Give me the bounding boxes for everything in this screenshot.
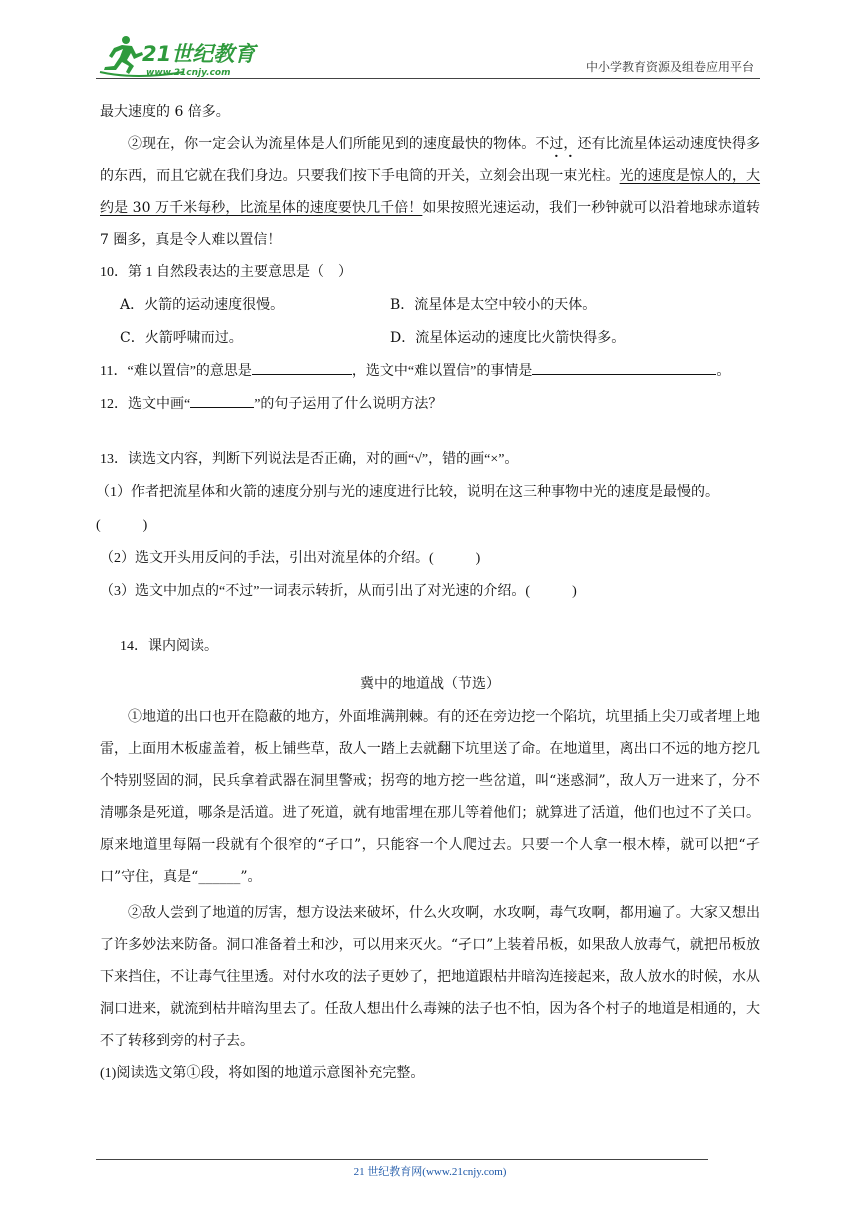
- q10-option-d[interactable]: D．流星体运动的速度比火箭快得多。: [390, 330, 626, 346]
- q10-option-a[interactable]: A．火箭的运动速度很慢。: [120, 297, 285, 313]
- q14-para2: ②敌人尝到了地道的厉害，想方设法来破坏，什么火攻啊，水攻啊，毒气攻啊，都用遍了。大家又想出了许多妙法来防备。洞口准备着土和沙，可以用来灭火。“孑口”上装着吊板，如果敌人放毒气，就把吊板放下来挡住，不让毒气往里透。对付水攻的法子更妙了，把地道跟枯井暗沟连接起来，敌人放水的时候，水从洞口进来，就流到枯井暗沟里去了。任敌人想出什么毒辣的法子也不怕，因为各个村子的地道是相通的，大不了转移到旁的村子去。: [100, 905, 760, 1049]
- spacer: [100, 608, 760, 630]
- q13-statement-2[interactable]: （2）选文开头用反问的手法，引出对流星体的介绍。( ): [100, 551, 481, 566]
- question-14: 14．课内阅读。: [120, 639, 218, 654]
- q11-blank-event[interactable]: [532, 360, 716, 375]
- question-11: [100, 355, 760, 388]
- q11-blank-meaning[interactable]: [252, 360, 352, 375]
- q10-option-b[interactable]: B．流星体是太空中较小的天体。: [390, 297, 597, 313]
- document-body: [96, 96, 761, 1090]
- q13-statement-1-answer[interactable]: ( ): [96, 518, 148, 533]
- logo-21cnjy: [96, 34, 266, 78]
- q14-para1: ①地道的出口也开在隐蔽的地方，外面堆满荆棘。有的还在旁边挖一个陷坑，坑里插上尖刀或者埋上地雷，上面用木板虚盖着，板上铺些草，敌人一踏上去就翻下坑里送了命。在地道里，离出口不远的地方挖几个特别竖固的洞，民兵拿着武器在洞里警戒；拐弯的地方挖一些岔道，叫“迷惑洞”，敌人万一进来了，分不清哪条是死道，哪条是活道。进了死道，就有地雷埋在那儿等着他们；就算进了活道，他们也过不了关口。原来地道里每隔一段就有个很窄的“孑口”，只能容一个人爬过去。只要一个人拿一根木棒，就可以把“孑口”守住，真是“______”。: [100, 709, 760, 885]
- q12-underline-mark: [190, 393, 254, 408]
- passage-line0: 最大速度的 6 倍多。: [100, 104, 230, 120]
- question-13: 13．读选文内容，判断下列说法是否正确，对的画“√”，错的画“×”。: [100, 452, 519, 467]
- footer[interactable]: 21 世纪教育网(www.21cnjy.com): [353, 1166, 507, 1178]
- q12-text-a: 12．选文中画“: [100, 397, 191, 412]
- q13-statement-3[interactable]: （3）选文中加点的“不过”一词表示转折，从而引出了对光速的介绍。( ): [100, 584, 577, 599]
- passage-title: 冀中的地道战（节选）: [360, 676, 500, 692]
- q11-text-c: 。: [716, 364, 731, 379]
- q13-statement-1: （1）作者把流星体和火箭的速度分别与光的速度进行比较，说明在这三种事物中光的速度是最慢的。: [96, 485, 719, 500]
- q11-text-a: 11．“难以置信”的意思是: [100, 364, 252, 379]
- page-header: [96, 30, 760, 80]
- footer-divider: [96, 1159, 708, 1160]
- question-12: [100, 388, 760, 421]
- runner-icon: [104, 36, 143, 74]
- dotted-char-guo: 过: [549, 136, 564, 152]
- platform-name: 中小学教育资源及组卷应用平台: [585, 60, 754, 74]
- passage-para2: [100, 128, 760, 256]
- header-divider: [96, 78, 760, 79]
- dotted-char-bu: 不: [535, 136, 550, 152]
- para2-text-c: 如果按照光速运动，我们一秒钟就可以沿着地球赤道转 7 圈多，真是令人难以置信！: [100, 200, 760, 248]
- q10-options: [100, 289, 760, 355]
- question-10: 10．第 1 自然段表达的主要意思是（ ）: [100, 265, 352, 280]
- logo-text: 21世纪教育: [142, 42, 256, 66]
- spacer: [100, 421, 760, 443]
- underlined-sentence: 光的速度是惊人的，大约是 30 万千米每秒，比流星体的速度要快几千倍！: [100, 168, 761, 216]
- q14-sub1: (1)阅读选文第①段，将如图的地道示意图补充完整。: [100, 1066, 425, 1081]
- logo-url: www.21cnjy.com: [146, 68, 231, 78]
- q10-option-c[interactable]: C．火箭呼啸而过。: [120, 330, 243, 346]
- para2-text-b: ，还有比流星体运动速度快得多的东西，而且它就在我们身边。只要我们按下手电筒的开关，立刻会出现一束光柱。: [100, 136, 761, 184]
- para2-text-a: ②现在，你一定会认为流星体是人们所能见到的速度最快的物体。: [128, 136, 536, 152]
- q11-text-b: ，选文中“难以置信”的事情是: [351, 364, 533, 379]
- q12-text-b: ”的句子运用了什么说明方法？: [254, 397, 443, 412]
